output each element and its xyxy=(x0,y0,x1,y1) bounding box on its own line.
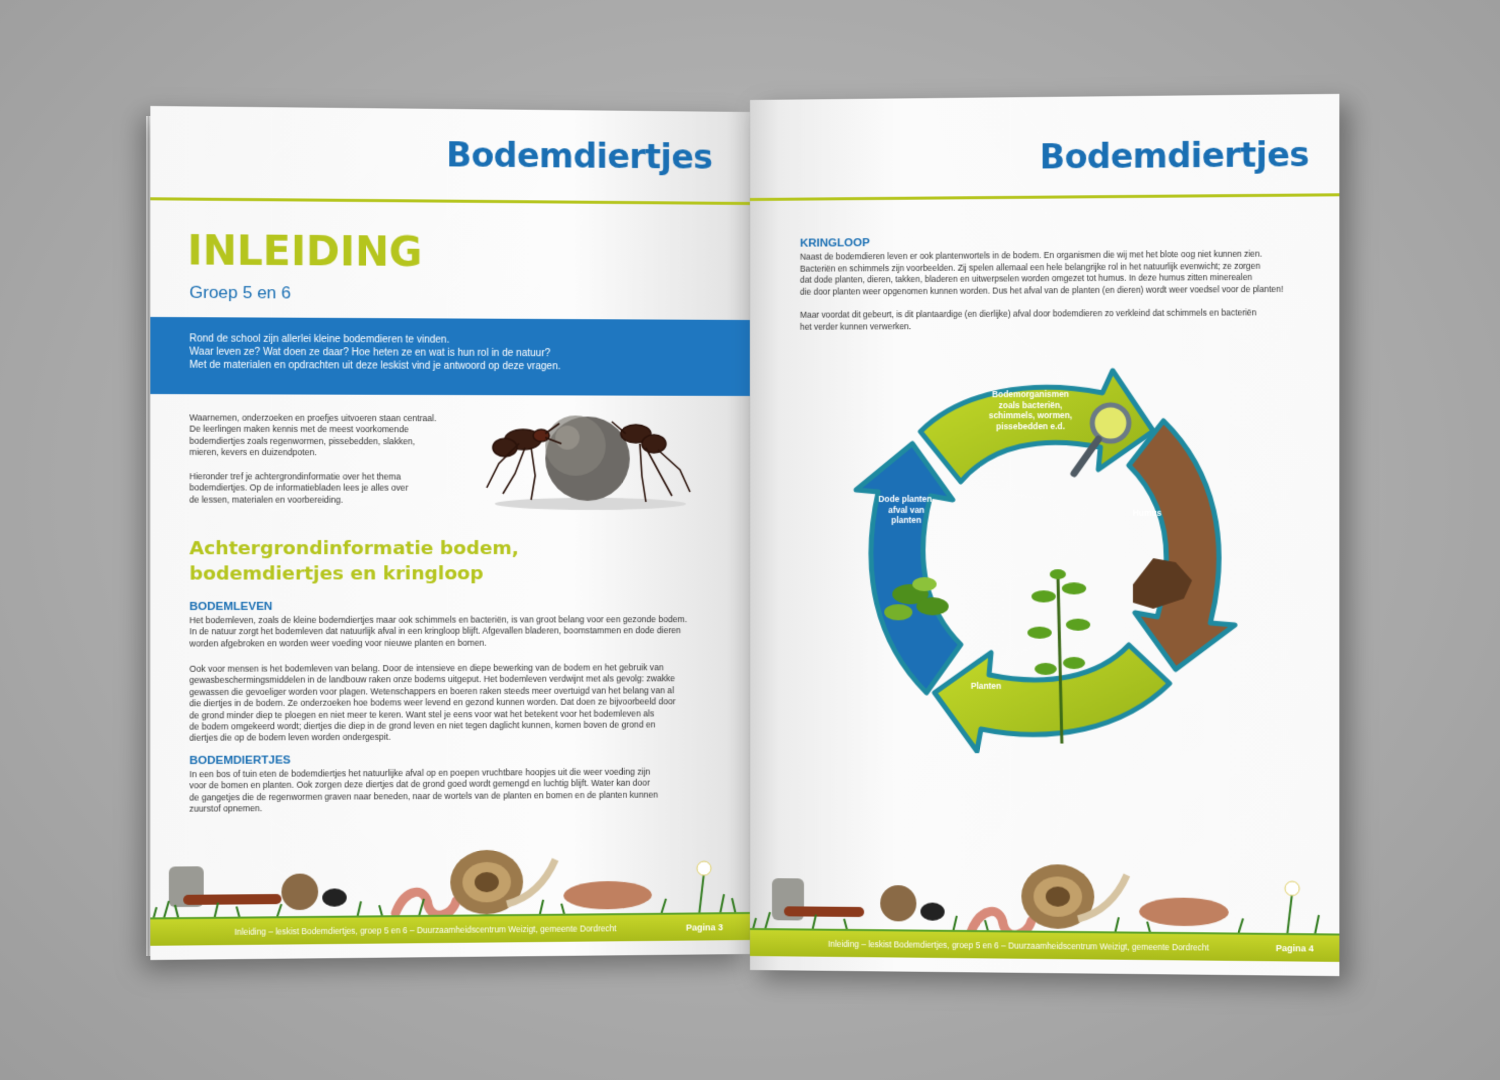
text-line: Bacteriën en schimmels zijn voorbeelden. Zij spelen allemaal een hele belangrijke rol in het natuurlijk evenwicht; ze zorgen xyxy=(799,260,1261,274)
page-heading: INLEIDING xyxy=(187,227,423,277)
bodemleven-title: BODEMLEVEN xyxy=(189,600,273,614)
left-page xyxy=(150,106,750,960)
section-title xyxy=(189,536,519,587)
intro-line: Waar leven ze? Wat doen ze daar? Hoe heten ze en wat is hun rol in de natuur? xyxy=(189,346,551,360)
text-line: de gangetjes die de regenwormen graven naar beneden, naar de wortels van de planten en bomen en de planten kunnen xyxy=(189,789,658,803)
kringloop-paragraph-2 xyxy=(800,307,1256,333)
text-line: die diertjes in de bodem. Ze onderzoeken hoe bodems weer levend en gezond kunnen worden. Dat doen ze bijvoorbeeld door xyxy=(189,696,676,709)
text-line: Naast de bodemdieren leven er ook plantenwortels in de bodem. En organismen die wij met het blote oog niet kunnen zien. xyxy=(799,248,1263,262)
text-line: gewassen die gevoeliger worden voor plagen. Wetenschappers en boeren raken steeds meer overtuigd van het belang van al xyxy=(189,685,675,697)
header-title: Bodemdiertjes xyxy=(446,135,713,177)
label-line: pissebedden e.d. xyxy=(996,420,1065,432)
section-title-line: bodemdiertjes en kringloop xyxy=(189,563,484,585)
text-line: Ook voor mensen is het bodemleven van belang. Door de intensieve en diepe bewerking van de bodem en het gebruik van xyxy=(189,662,664,674)
bodemleven-paragraph-1 xyxy=(189,614,687,650)
intro-paragraph-2 xyxy=(189,471,408,506)
page-number: Pagina 3 xyxy=(685,922,724,933)
cycle-arrow-humus xyxy=(1129,421,1235,670)
text-line: Maar voordat dit gebeurt, is dit plantaardige (en dierlijke) afval door bodemdieren zo verkleind dat schimmels en bacteriën xyxy=(799,307,1257,320)
text-line: zuurstof opnemen. xyxy=(189,803,263,814)
text-line: Het bodemleven, zoals de kleine bodemdiertjes maar ook schimmels en bacteriën, is van groot belang voor een gezonde bodem. xyxy=(189,614,688,626)
intro-line: Met de materialen en opdrachten uit deze leskist vind je antwoord op deze vragen. xyxy=(189,359,561,373)
right-page xyxy=(750,94,1339,976)
header-divider xyxy=(150,197,750,205)
label-line: Bodemorganismen xyxy=(992,388,1069,400)
text-line: diertjes die op de bodem leven worden ondergespit. xyxy=(189,732,391,744)
header-title: Bodemdiertjes xyxy=(1039,134,1310,177)
footer-text: Inleiding – leskist Bodemdiertjes, groep 5 en 6 – Duurzaamheidscentrum Weizigt, gemeente Dordrecht xyxy=(234,923,617,937)
page-subheading: Groep 5 en 6 xyxy=(189,282,291,303)
text-line: gewasbeschermingsmiddelen in de landbouw raken onze bodems uitgeput. Het bodemleven verdwijnt met als gevolg: zwakke xyxy=(189,673,676,686)
text-line: bodemdiertjes zoals regenwormen, pissebedden, slakken, xyxy=(189,435,415,447)
label-line: planten xyxy=(891,515,922,526)
text-line: worden afgebroken en worden weer voeding voor nieuwe planten en bomen. xyxy=(189,637,487,649)
section-title-line: Achtergrondinformatie bodem, xyxy=(189,538,519,560)
text-line: de lessen, materialen en voorbereiding. xyxy=(189,494,344,505)
header-divider xyxy=(750,193,1339,201)
text-line: In een bos of tuin eten de bodemdiertjes het natuurlijke afval op en poepen vruchtbare hoopjes uit die weer voeding zijn xyxy=(189,766,651,780)
cycle-arrow-dead-plants xyxy=(856,444,961,693)
text-line: In de natuur zorgt het bodemleven dat natuurlijk afval in een kringloop blijft. Afgevallen bladeren, boomstammen en dode dieren xyxy=(189,625,681,637)
intro-text xyxy=(189,332,560,373)
label-line: Humus xyxy=(1132,507,1162,518)
bodemdiertjes-paragraph xyxy=(189,767,658,816)
text-line: mieren, kevers en duizendpoten. xyxy=(189,447,317,458)
cycle-label-organisms xyxy=(975,389,1086,432)
label-line: Dode planten, xyxy=(878,493,935,504)
label-line: schimmels, wormen, xyxy=(988,410,1073,421)
label-line: afval van xyxy=(888,504,925,515)
text-line: Hieronder tref je achtergrondinformatie over het thema xyxy=(189,471,401,482)
footer-text: Inleiding – leskist Bodemdiertjes, groep 5 en 6 – Duurzaamheidscentrum Weizigt, gemeente Dordrecht xyxy=(828,938,1209,953)
text-line: die door planten weer opgenomen kunnen worden. Dus het afval van de planten (en dieren) wordt weer voedsel voor de planten! xyxy=(799,283,1284,297)
intro-paragraph-1 xyxy=(189,412,436,459)
label-line: Planten xyxy=(970,680,1002,691)
intro-line: Rond de school zijn allerlei kleine bodemdieren te vinden. xyxy=(189,333,450,346)
text-line: bodemdiertjes. Op de informatiebladen lees je alles over xyxy=(189,482,409,494)
text-line: dat dode planten, dieren, takken, bladeren en uitwerpselen worden omgezet tot humus. In deze humus zitten minerealen xyxy=(799,272,1253,285)
bodemleven-paragraph-2 xyxy=(189,662,675,744)
label-line: zoals bacteriën, xyxy=(998,399,1063,410)
text-line: De leerlingen maken kennis met de meest voorkomende xyxy=(189,423,409,435)
cycle-arrow-plants xyxy=(935,644,1170,752)
text-line: de bodem omgekeerd wordt; diertjes die diep in de grond leven en niet tegen daglicht kunnen, komen boven de grond en xyxy=(189,719,656,732)
cycle-label-plants xyxy=(951,681,1022,692)
text-line: voor de bomen en planten. Ook zorgen deze diertjes dat de grond goed wordt gemengd en luchtig blijft. Water kan door xyxy=(189,777,650,791)
intro-banner xyxy=(150,317,750,396)
text-line: Waarnemen, onderzoeken en proefjes uitvoeren staan centraal. xyxy=(189,412,437,424)
bodemdiertjes-title: BODEMDIERTJES xyxy=(189,754,291,768)
ant-ball-photo xyxy=(475,403,706,514)
kringloop-paragraph-1 xyxy=(800,248,1283,298)
page-number: Pagina 4 xyxy=(1275,943,1314,954)
cycle-label-dead-plants xyxy=(866,494,946,526)
text-line: het verder kunnen verwerken. xyxy=(799,320,912,332)
cycle-label-humus xyxy=(1117,508,1178,519)
text-line: de grond minder diep te ploegen en niet meer te keren. Want stel je eens voor wat het betekent voor het bodemleven als xyxy=(189,708,655,721)
kringloop-title: KRINGLOOP xyxy=(799,237,870,250)
